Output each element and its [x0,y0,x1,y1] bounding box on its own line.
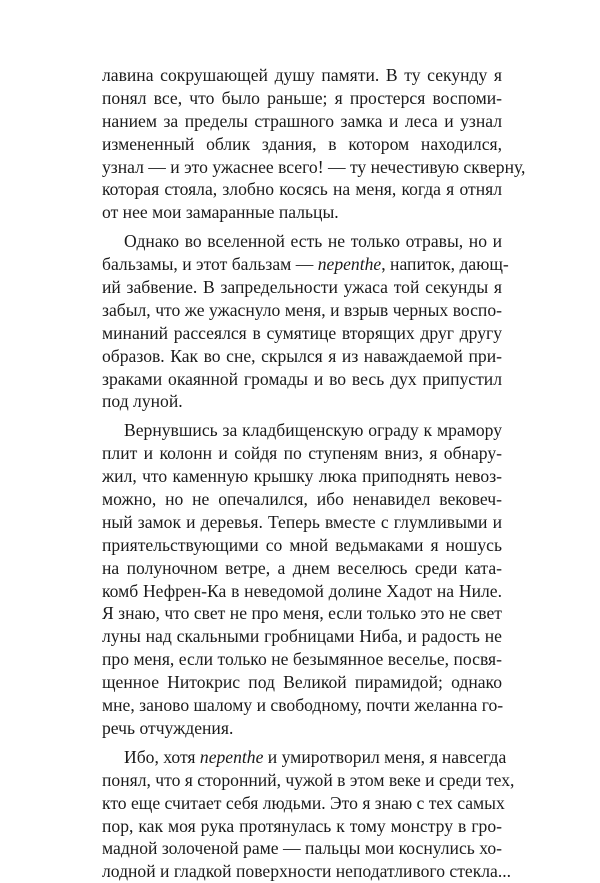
paragraph-3 [102,419,502,739]
text-line: про меня, если только не безымянное веселье, посвя- [102,649,502,670]
paragraph-1 [102,64,526,224]
text-line: образов. Как во сне, скрылся я из наваждаемой при- [102,345,502,366]
text-line: под луной. [102,391,183,412]
text-line: понял все, что было раньше; я простерся воспоми- [102,87,502,108]
text-line: лодной и гладкой поверхности неподатливого стекла... [102,861,512,882]
text-line: узнал — и это ужаснее всего! — ту нечестивую скверну, [102,156,526,177]
text-line: ный замок и деревья. Теперь вместе с глумливыми и [102,511,502,532]
text-line: жил, что каменную крышку люка приподнять невоз- [102,466,502,487]
text-line: забыл, что же ужаснуло меня, и взрыв черных воспо- [102,299,502,320]
text-line: минаний рассеялся в сумятице вторящих друг другу [102,322,502,343]
text-line: щенное Нитокрис под Великой пирамидой; однако [102,672,502,693]
text-line: речь отчуждения. [102,717,234,738]
text-line: плит и колонн и сойдя по ступеням вниз, я обнару- [102,443,502,464]
text-line: ий забвение. В запредельности ужаса той секунды я [102,277,502,298]
text-line: на полуночном ветре, а днем веселюсь среди ката- [102,557,502,578]
text-line: комб Нефрен-Ка в неведомой долине Хадот на Ниле. [102,580,502,601]
paragraph-2 [102,230,509,413]
text-line: Однако во вселенной есть не только отравы, но и [124,231,502,252]
text-line: которая стояла, злобно косясь на меня, когда я отнял [102,179,502,200]
text-line: можно, но не опечалился, ибо ненавидел вековеч- [102,489,502,510]
text-line: луны над скальными гробницами Ниба, и радость не [102,626,502,647]
text-line: Я знаю, что свет не про меня, если только это не свет [102,603,502,624]
text-line: от нее мои замаранные пальцы. [102,202,339,223]
text-line: Вернувшись за кладбищенскую ограду к мрамору [124,420,502,441]
text-line: нанием за пределы страшного замка и леса и узнал [102,110,502,131]
text-line: мадной золоченой раме — пальцы мои коснулись хо- [102,838,502,859]
text-line: измененный облик здания, в котором находился, [102,133,502,154]
text-line: Ибо, хотя nepenthe и умиротворил меня, я навсегда [124,746,507,767]
text-line: пор, как моя рука протянулась к тому монстру в гро- [102,815,502,836]
text-line: понял, что я сторонний, чужой в этом веке и среди тех, [102,769,515,790]
text-line: приятельствующими со мной ведьмаками я ношусь [102,534,502,555]
text-line: зраками окаянной громады и во весь дух припустил [102,368,502,389]
text-line: мне, заново шалому и свободному, почти желанна го- [102,695,504,716]
text-line: бальзамы, и этот бальзам — nepenthe, напиток, дающ- [102,254,509,275]
paragraph-4 [102,746,515,883]
page-text [102,64,526,883]
text-line: лавина сокрушающей душу памяти. В ту секунду я [102,65,502,85]
text-line: кто еще считает себя людьми. Это я знаю с тех самых [102,792,505,813]
